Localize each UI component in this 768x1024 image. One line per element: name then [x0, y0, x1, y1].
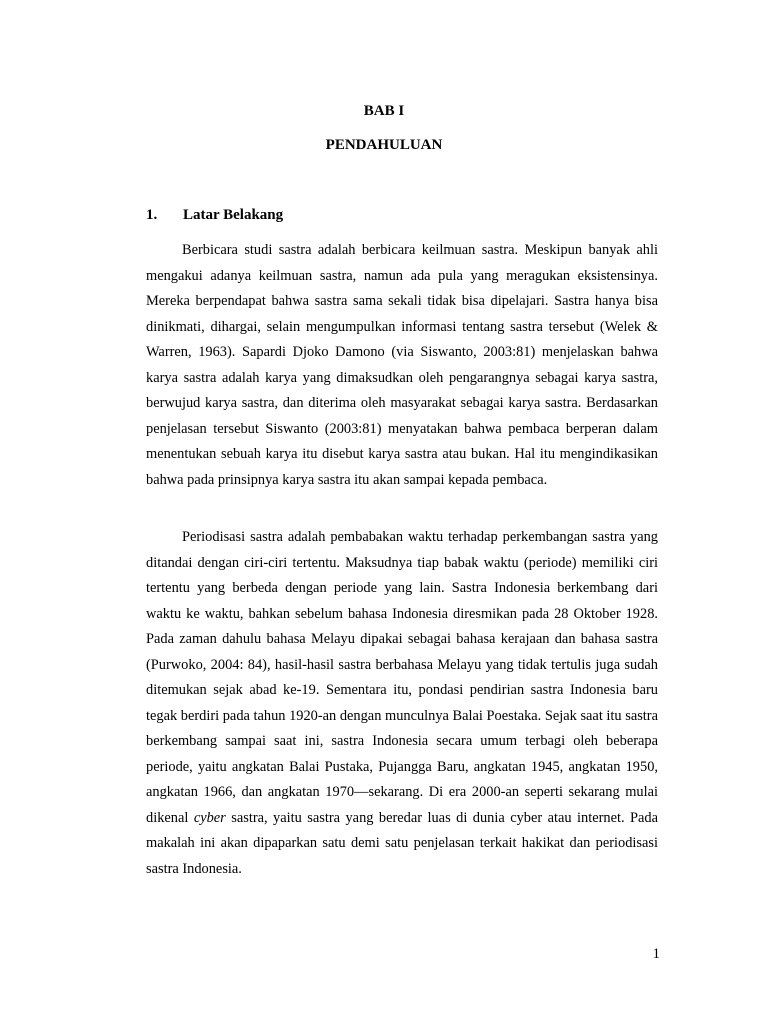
page-number: 1 — [652, 946, 660, 962]
chapter-number: BAB I — [363, 103, 405, 119]
section-title: Latar Belakang — [183, 207, 284, 223]
section-number: 1. — [146, 207, 158, 223]
paragraph-1: Berbicara studi sastra adalah berbicara keilmuan sastra. Meskipun banyak ahli mengakui adanya keilmuan sastra, namun ada pula yang meragukan eksistensinya. Mereka berpendapat bahwa sastra sama sekali tidak bisa dipelajari. Sastra hanya bisa dinikmati, dihargai, selain mengumpulkan informasi tentang sastra tersebut (Welek & Warren, 1963). Sapardi Djoko Damono (via Siswanto, 2003:81) menjelaskan bahwa karya sastra adalah karya yang dimaksudkan oleh pengarangnya sebagai karya sastra, berwujud karya sastra, dan diterima oleh masyarakat sebagai karya sastra. Berdasarkan penjelasan tersebut Siswanto (2003:81) menyatakan bahwa pembaca berperan dalam menentukan sebuah karya itu disebut karya sastra atau bukan. Hal itu mengindikasikan bahwa pada prinsipnya karya sastra itu akan sampai kepada pembaca. — [146, 242, 658, 488]
paragraph-2 — [146, 525, 658, 882]
italic-term: cyber — [193, 809, 226, 826]
paragraph-2-text-a: Periodisasi sastra adalah pembabakan waktu terhadap perkembangan sastra yang ditandai dengan ciri-ciri tertentu. Maksudnya tiap babak waktu (periode) memiliki ciri tertentu yang berbeda dengan periode yang lain. Sastra Indonesia berkembang dari waktu ke waktu, bahkan sebelum bahasa Indonesia diresmikan pada 28 Oktober 1928. Pada zaman dahulu bahasa Melayu dipakai sebagai bahasa kerajaan dan bahasa sastra (Purwoko, 2004: 84), hasil-hasil sastra berbahasa Melayu yang tidak tertulis juga sudah ditemukan sejak abad ke-19. Sementara itu, pondasi pendirian sastra Indonesia baru tegak berdiri pada tahun 1920-an dengan munculnya Balai Poestaka. Sejak saat itu sastra berkembang sampai saat ini, sastra Indonesia secara umum terbagi oleh beberapa periode, yaitu angkatan Balai Pustaka, Pujangga Baru, angkatan 1945, angkatan 1950, angkatan 1966, dan angkatan 1970—sekarang. Di era 2000-an seperti sekarang mulai dikenal — [146, 529, 658, 826]
chapter-title: PENDAHULUAN — [325, 137, 443, 153]
paragraph-2-text-b: sastra, yaitu sastra yang beredar luas di dunia cyber atau internet. Pada makalah ini akan dipaparkan satu demi satu penjelasan terkait hakikat dan periodisasi sastra Indonesia. — [146, 809, 658, 877]
section-heading — [146, 207, 283, 224]
